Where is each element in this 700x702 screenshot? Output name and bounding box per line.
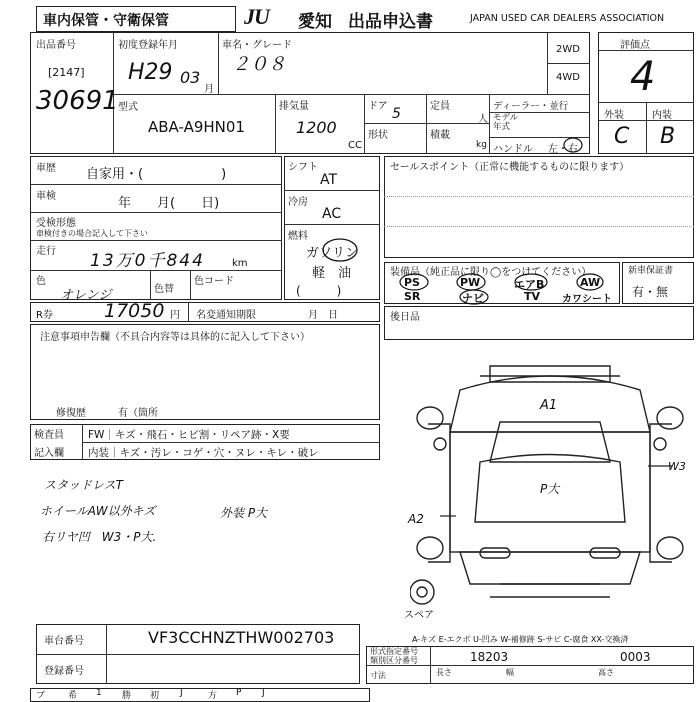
fuel-diesel: 軽 油 xyxy=(312,266,352,281)
spare-label: スペア xyxy=(404,610,434,621)
fuel-gasoline-circle xyxy=(320,236,360,264)
shape-label: 形状 xyxy=(368,130,388,141)
lot-number: 30691 xyxy=(36,86,119,116)
inspector-label: 検査員 xyxy=(34,430,64,441)
fuel-label: 燃料 xyxy=(288,231,308,242)
km-unit: km xyxy=(232,258,248,269)
footer-cell-3: 勝 xyxy=(122,691,132,701)
fuel-other: ( ) xyxy=(296,284,342,298)
handnote-1: スタッドレスT xyxy=(44,478,123,492)
lot-sub-number: [2147] xyxy=(48,66,85,79)
equip-airbag: エアB xyxy=(514,278,545,291)
grade-score: 4 xyxy=(630,54,656,100)
inspector-interior-row: 内装｜キズ・汚レ・コゲ・穴・ヌレ・キレ・破レ xyxy=(88,447,319,459)
equipment-label: 装備品（純正品に限り◯をつけてください） xyxy=(390,267,592,278)
notes-label: 注意事項申告欄（不具合内容等は具体的に記入して下さい） xyxy=(40,332,310,343)
model-name: ２０８ xyxy=(232,54,286,75)
inspection-label: 車検 xyxy=(36,191,56,202)
4wd-label: 4WD xyxy=(556,72,580,83)
footer-cell-2: 1 xyxy=(96,688,102,698)
storage-box xyxy=(36,6,236,32)
storage-label: 車内保管・守衛保管 xyxy=(43,13,169,29)
registration-label: 登録番号 xyxy=(44,666,84,677)
history-label: 車歴 xyxy=(36,163,56,174)
reception-note: 車検付きの場合記入して下さい xyxy=(36,229,148,238)
lot-label: 出品番号 xyxy=(36,40,76,51)
association-name: JAPAN USED CAR DEALERS ASSOCIATION xyxy=(470,13,665,24)
equip-tv: TV xyxy=(524,290,541,303)
diagram-label-p: P大 xyxy=(540,482,560,496)
diagram-label-a1: A1 xyxy=(540,398,558,413)
equip-navi: ナビ xyxy=(462,292,484,305)
footer-cell-0: ブ xyxy=(36,691,46,701)
displacement-value: 1200 xyxy=(296,118,337,137)
exterior-label: 外装 xyxy=(604,110,624,121)
footer-cell-8: J xyxy=(262,688,265,698)
ac-value: AC xyxy=(322,206,342,222)
damage-legend: A-キズ E-エクボ U-凹み W-補修跡 S-サビ C-腐食 XX-交換済 xyxy=(412,635,629,644)
history-value: 自家用・( ) xyxy=(86,167,227,182)
handnote-3: 右リヤ凹 W3・P大. xyxy=(42,530,157,544)
shift-label: シフト xyxy=(288,162,318,173)
chassis-number: VF3CCHNZTHW002703 xyxy=(148,628,335,647)
door-value: 5 xyxy=(392,106,401,122)
shift-value: AT xyxy=(320,172,338,188)
ac-label: 冷房 xyxy=(288,197,308,208)
cert-number-2: 0003 xyxy=(620,650,651,664)
type-label: 型式 xyxy=(118,102,138,113)
warranty-label: 新車保証書 xyxy=(628,266,674,276)
dealer-label: ディーラー・並行 xyxy=(493,101,569,112)
reg-year: H29 xyxy=(128,60,173,85)
color-value: オレンジ xyxy=(60,288,112,303)
equip-pw: PW xyxy=(460,276,481,289)
model-label: 車名・グレード xyxy=(222,40,292,51)
height-label: 高さ xyxy=(598,668,614,677)
notice-label: 名変通知期限 xyxy=(196,310,256,321)
reception-label: 受検形態 xyxy=(36,218,76,229)
notice-value: 月 日 xyxy=(308,310,338,321)
month-unit: 月 xyxy=(204,84,214,95)
exterior-grade: C xyxy=(614,124,630,149)
handnote-4: 外装 P大 xyxy=(220,506,268,520)
sales-points-label: セールスポイント（正常に機能するものに限ります） xyxy=(390,162,630,173)
capacity-label: 定員 xyxy=(430,101,450,112)
inspector-fw-row: FW｜キズ・飛石・ヒビ割・リペア跡・X要 xyxy=(88,429,290,441)
recycle-unit: 円 xyxy=(170,310,180,321)
type-value: ABA-A9HN01 xyxy=(148,118,245,136)
first-reg-label: 初度登録年月 xyxy=(118,40,178,51)
diagram-label-w3: W3 xyxy=(668,460,686,473)
displacement-label: 排気量 xyxy=(279,101,309,112)
mileage-label: 走行 xyxy=(36,246,56,257)
width-label: 幅 xyxy=(506,668,514,677)
handnote-2: ホイールAW以外キズ xyxy=(40,504,156,518)
rear-items-box xyxy=(384,306,694,340)
inspector-entry-label: 記入欄 xyxy=(34,448,64,459)
color-label: 色 xyxy=(36,276,46,287)
inspection-value: 年 月( 日) xyxy=(118,196,220,211)
capacity-unit: 人 xyxy=(478,114,488,125)
fuel-gasoline: ガソリン xyxy=(306,246,359,261)
cert-number-1: 18203 xyxy=(470,650,509,664)
load-unit: kg xyxy=(476,140,487,150)
load-label: 積載 xyxy=(430,130,450,141)
handle-right-circle xyxy=(562,136,584,154)
footer-cell-7: P xyxy=(236,688,242,698)
cert-label: 形式指定番号 類別区分番号 xyxy=(370,647,418,665)
repair-history-label: 修復歴 xyxy=(56,408,86,419)
chassis-label: 車台番号 xyxy=(44,636,84,647)
footer-cell-6: 方 xyxy=(208,691,218,701)
footer-cell-5: J xyxy=(180,688,183,698)
recycle-value: 17050 xyxy=(104,300,165,322)
model-year-label: モデル 年式 xyxy=(493,113,519,132)
dims-label: 寸法 xyxy=(370,671,386,680)
interior-grade: B xyxy=(660,124,676,149)
form-title: 出品申込書 xyxy=(348,12,433,32)
reg-month: 03 xyxy=(180,68,201,87)
color-change-label: 色替 xyxy=(154,284,174,295)
handle-label: ハンドル xyxy=(493,144,533,155)
rear-items-label: 後日品 xyxy=(390,312,420,323)
length-label: 長さ xyxy=(436,668,452,677)
cc-unit: CC xyxy=(348,140,362,151)
equip-sr: SR xyxy=(404,290,421,303)
door-label: ドア xyxy=(368,101,388,112)
org-title: 愛知 xyxy=(298,12,332,32)
2wd-label: 2WD xyxy=(556,44,580,55)
mileage-value: 13万0千844 xyxy=(90,251,205,271)
footer-cell-4: 初 xyxy=(150,691,160,701)
repair-history-value: 有（箇所 xyxy=(118,408,158,419)
interior-label: 内装 xyxy=(652,110,672,121)
equipment-circles xyxy=(398,272,618,306)
diagram-label-a2: A2 xyxy=(408,512,424,526)
footer-cell-1: 希 xyxy=(68,691,78,701)
equip-leather: カワシート xyxy=(562,294,612,305)
color-code-label: 色コード xyxy=(194,276,234,287)
equip-aw: AW xyxy=(580,276,601,289)
equip-ps: PS xyxy=(404,276,420,289)
grade-label: 評価点 xyxy=(620,40,650,51)
handle-value: 左・右 xyxy=(548,144,578,155)
ju-logo: JU xyxy=(244,4,269,29)
warranty-value: 有・無 xyxy=(632,285,669,299)
recycle-label: R券 xyxy=(36,310,53,321)
